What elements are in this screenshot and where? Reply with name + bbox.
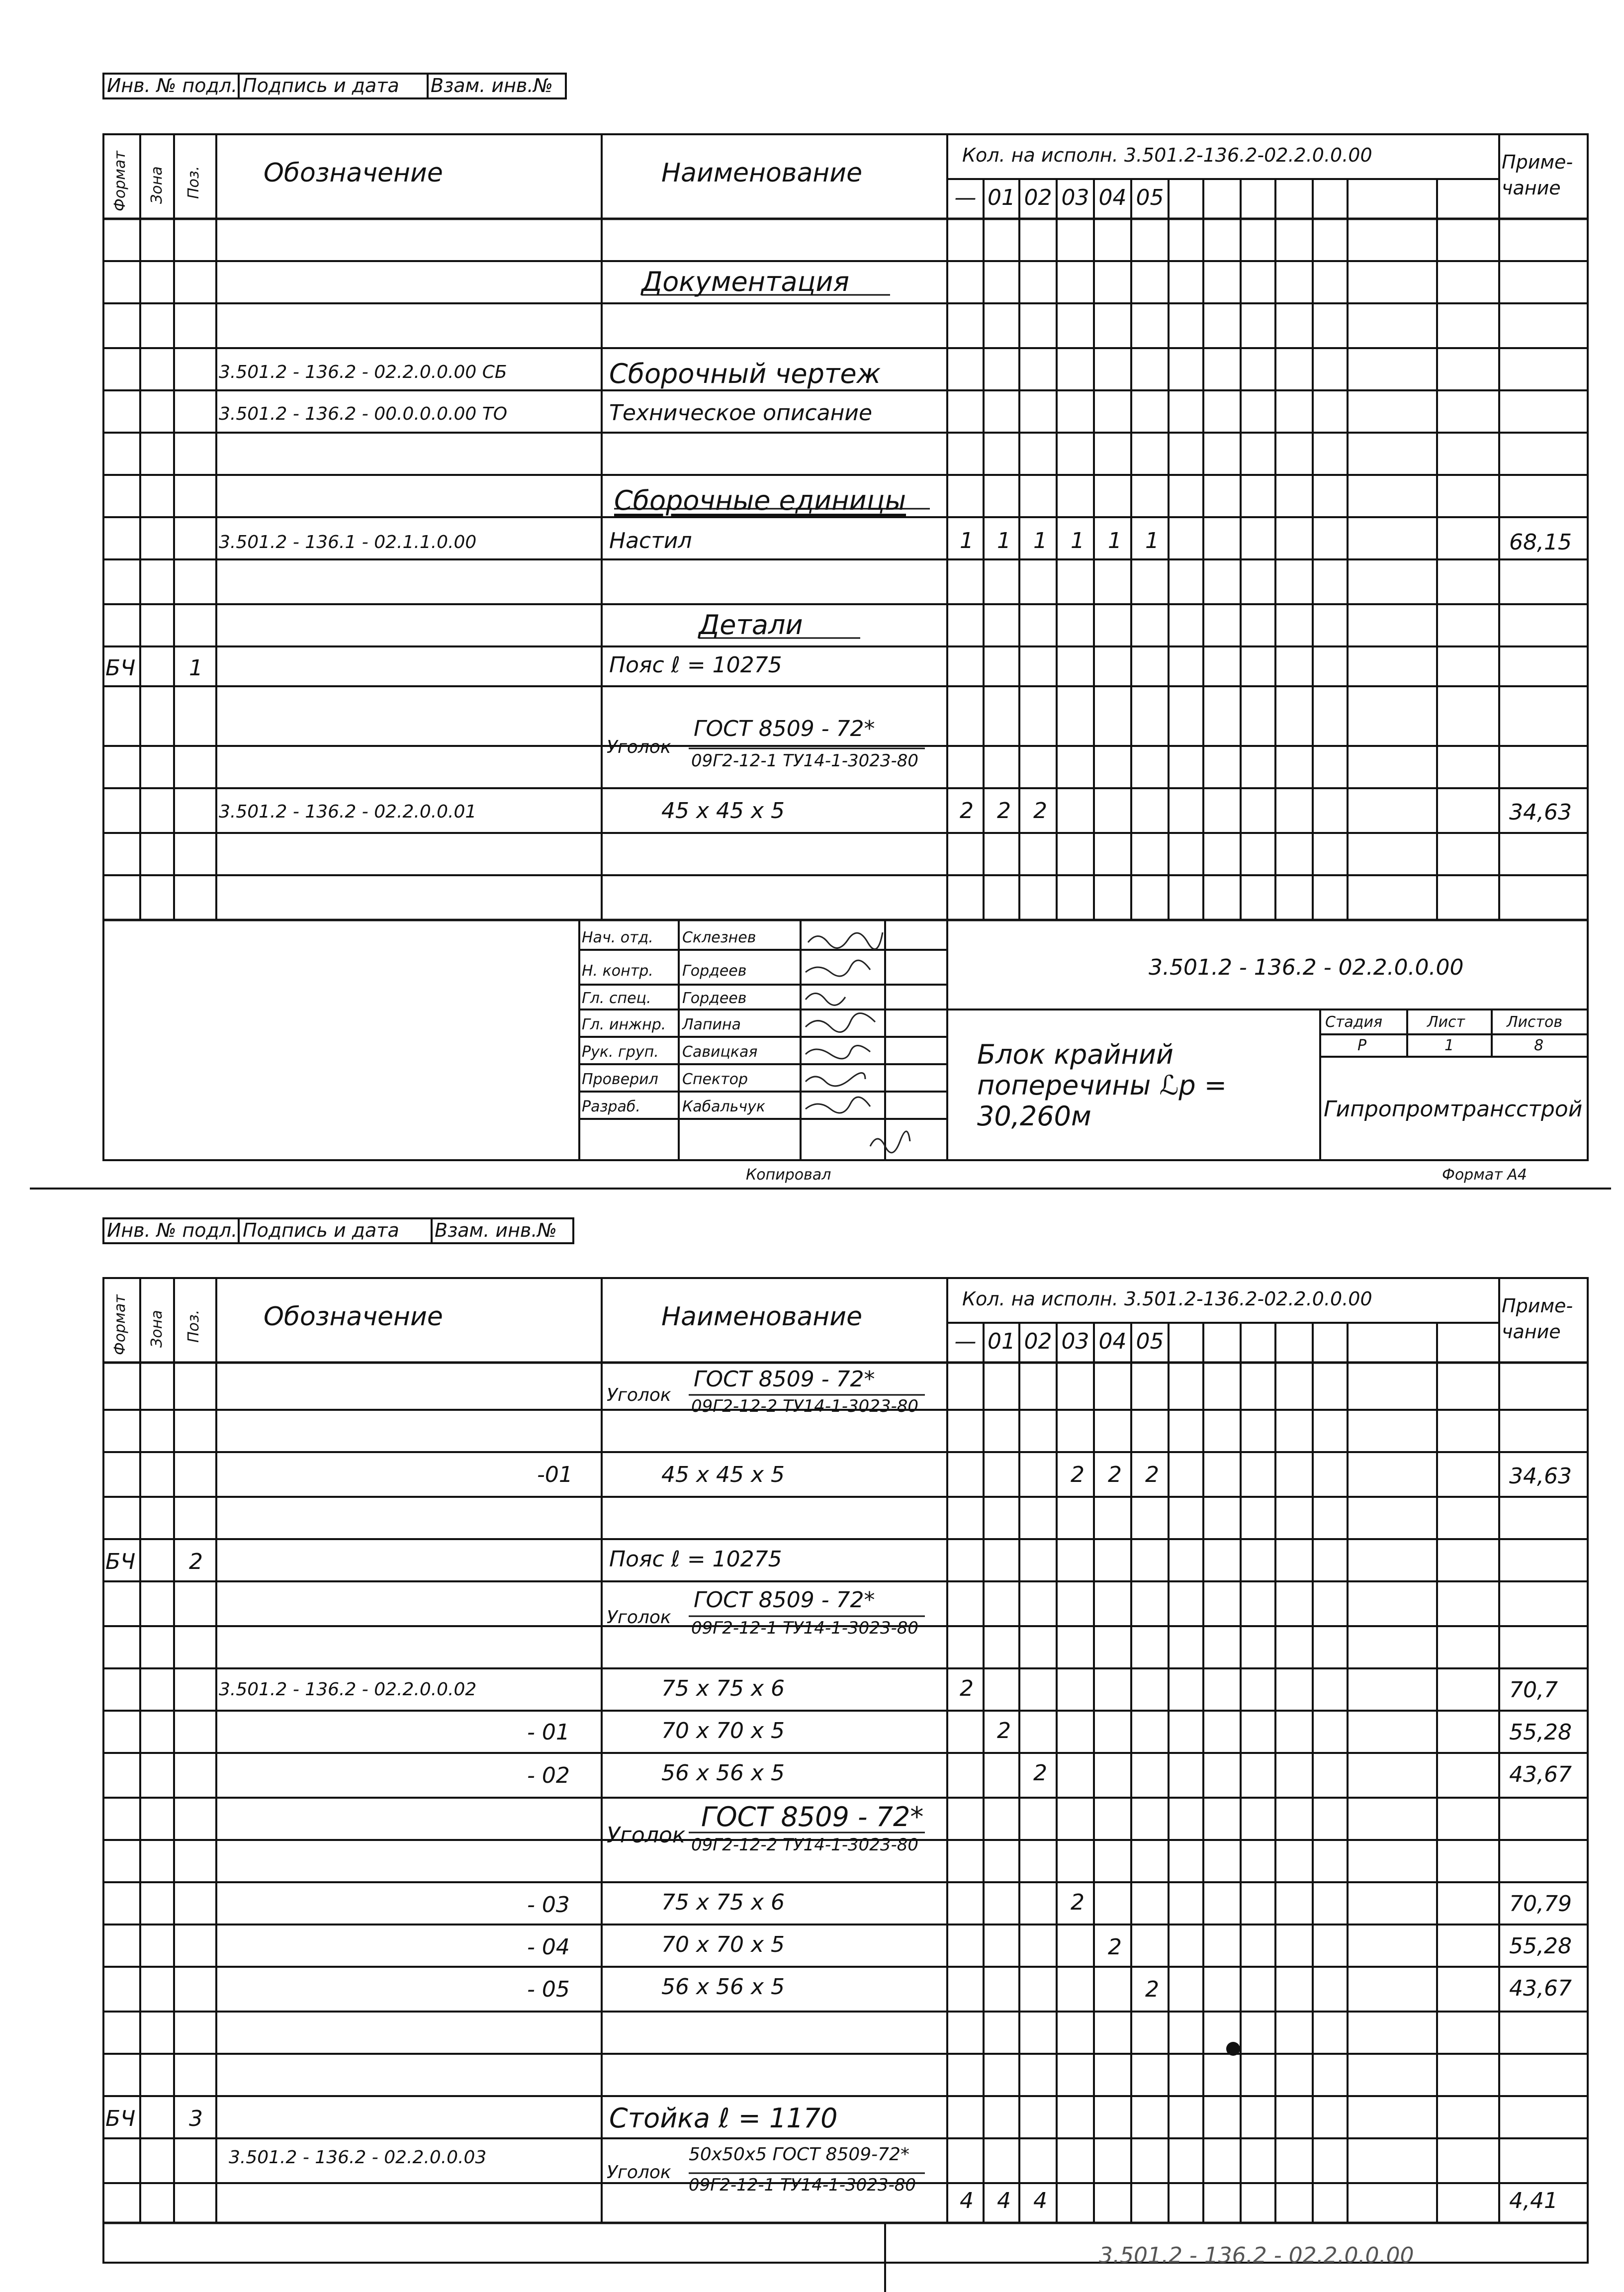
r03-size: 75 x 75 x 6: [661, 1890, 785, 1915]
r05-size: 56 x 56 x 5: [661, 1974, 785, 2000]
hdr-note: Приме-чание: [1502, 1295, 1573, 1343]
nastil-qty: 1: [997, 528, 1011, 553]
hdr-designation: Обозначение: [264, 158, 443, 188]
gost-bottom: 09Г2-12-2 ТУ14-1-3023-80: [691, 1396, 919, 1416]
qty-col: 02: [1024, 185, 1052, 210]
tb-name: Спектор: [682, 1071, 748, 1088]
r02a-code: - 01: [527, 1720, 570, 1745]
gost-top: ГОСТ 8509 - 72*: [694, 1587, 875, 1613]
r02-size: 75 x 75 x 6: [661, 1676, 785, 1701]
poyas-name: Пояс ℓ = 10275: [609, 652, 782, 678]
gost-top: ГОСТ 8509 - 72*: [694, 1367, 875, 1392]
nastil-qty: 1: [1145, 528, 1159, 553]
tb-name: Гордеев: [682, 962, 747, 980]
part01-size: 45 x 45 x 5: [661, 798, 785, 824]
tb-role: Проверил: [582, 1071, 658, 1088]
stoika-format: БЧ: [105, 2106, 136, 2131]
tb-role: Н. контр.: [582, 962, 653, 980]
stoika-qty: 4: [1033, 2188, 1047, 2213]
nastil-qty: 1: [1108, 528, 1122, 553]
asm-drawing-name: Сборочный чертеж: [609, 358, 881, 389]
r01-qty: 2: [1108, 1462, 1122, 1487]
tb-stage-h: Стадия: [1325, 1013, 1383, 1031]
ugolok-label: Уголок: [607, 2162, 671, 2183]
tb-sheets: 8: [1534, 1037, 1544, 1054]
stoika-qty: 4: [997, 2188, 1011, 2213]
poyas-pos: 2: [189, 1549, 203, 1574]
section-details: Детали: [699, 609, 803, 641]
r03-code: - 03: [527, 1892, 570, 1918]
tb-name: Лапина: [682, 1016, 741, 1033]
tb-role: Разраб.: [582, 1098, 640, 1115]
gost-bottom: 09Г2-12-1 ТУ14-1-3023-80: [691, 1618, 919, 1638]
gost-top: ГОСТ 8509 - 72*: [694, 716, 875, 741]
stamp-inv: Инв. № подл.: [107, 75, 238, 96]
hdr-zone: Зона: [148, 166, 166, 204]
hdr-format: Формат: [111, 1294, 129, 1355]
tech-desc-name: Техническое описание: [609, 400, 873, 426]
tb-copied: Копировал: [746, 1166, 831, 1184]
gost-bottom: 09Г2-12-1 ТУ14-1-3023-80: [689, 2175, 916, 2195]
tb-role: Рук. груп.: [582, 1043, 659, 1061]
tb-doc-code: 3.501.2 - 136.2 - 02.2.0.0.00: [1149, 955, 1464, 980]
qty-col: —: [954, 1329, 977, 1354]
section-asm-units: Сборочные единицы: [614, 485, 906, 516]
stoika-note: 4,41: [1509, 2188, 1558, 2213]
qty-col: —: [954, 185, 977, 210]
ugolok-label: Уголок: [607, 737, 671, 757]
gost-top: ГОСТ 8509 - 72*: [701, 1801, 924, 1833]
r05-qty: 2: [1145, 1977, 1159, 2002]
hdr-pos: Поз.: [185, 1309, 202, 1343]
r05-code: - 05: [527, 1977, 570, 2002]
section-documentation: Документация: [641, 266, 849, 297]
qty-col: 01: [988, 1329, 1015, 1354]
tb-sheets-h: Листов: [1507, 1013, 1563, 1031]
r01-qty: 2: [1145, 1462, 1159, 1487]
gost-bottom: 09Г2-12-1 ТУ14-1-3023-80: [691, 751, 919, 771]
nastil-code: 3.501.2 - 136.1 - 02.1.1.0.00: [219, 532, 477, 552]
qty-col: 03: [1061, 185, 1089, 210]
r04-size: 70 x 70 x 5: [661, 1932, 785, 1957]
hdr-name: Наименование: [661, 158, 863, 188]
stoika-qty: 4: [960, 2188, 974, 2213]
nastil-qty: 1: [1071, 528, 1084, 553]
r04-code: - 04: [527, 1934, 570, 1960]
r01-size: 45 x 45 x 5: [661, 1462, 785, 1487]
part01-code: 3.501.2 - 136.2 - 02.2.0.0.01: [219, 802, 477, 822]
ugolok-label: Уголок: [607, 1385, 671, 1405]
qty-col: 05: [1136, 1329, 1164, 1354]
stoika-pos: 3: [189, 2106, 203, 2131]
tb-role: Гл. инжнр.: [582, 1016, 666, 1033]
stamp-sign: Подпись и дата: [243, 75, 399, 96]
tb-role: Гл. спец.: [582, 990, 651, 1007]
tb-name: Гордеев: [682, 990, 747, 1007]
stamp-sign: Подпись и дата: [243, 1219, 399, 1241]
nastil-qty: 1: [960, 528, 974, 553]
hdr-qty-title: Кол. на исполн. 3.501.2-136.2-02.2.0.0.00: [962, 144, 1372, 166]
qty-col: 03: [1061, 1329, 1089, 1354]
poyas-name: Пояс ℓ = 10275: [609, 1547, 782, 1572]
qty-col: 04: [1098, 1329, 1127, 1354]
tech-desc-code: 3.501.2 - 136.2 - 00.0.0.0.00 ТО: [219, 404, 508, 424]
tb-title: Блок крайний поперечины ℒр = 30,260м: [977, 1039, 1227, 1132]
hdr-zone: Зона: [148, 1310, 166, 1348]
r05-note: 43,67: [1509, 1976, 1572, 2001]
ink-dot: [1226, 2042, 1240, 2056]
qty-col: 04: [1098, 185, 1127, 210]
r03-qty: 2: [1071, 1890, 1084, 1915]
hdr-designation: Обозначение: [264, 1302, 443, 1332]
qty-col: 05: [1136, 185, 1164, 210]
nastil-note: 68,15: [1509, 530, 1572, 555]
ugolok-label: Уголок: [607, 1823, 686, 1848]
r02a-size: 70 x 70 x 5: [661, 1718, 785, 1743]
tb-sheet: 1: [1444, 1037, 1454, 1054]
r02-note: 70,7: [1509, 1677, 1558, 1703]
r02b-code: - 02: [527, 1763, 570, 1788]
tb-role: Нач. отд.: [582, 929, 653, 946]
r02-qty: 2: [960, 1676, 974, 1701]
stoika-name: Стойка ℓ = 1170: [609, 2103, 838, 2134]
asm-drawing-code: 3.501.2 - 136.2 - 02.2.0.0.00 СБ: [219, 362, 507, 382]
tb-name: Кабальчук: [682, 1098, 766, 1115]
nastil-name: Настил: [609, 528, 692, 553]
r04-note: 55,28: [1509, 1933, 1572, 1959]
qty-col: 01: [988, 185, 1015, 210]
gost-bottom: 09Г2-12-2 ТУ14-1-3023-80: [691, 1835, 919, 1855]
r01-qty: 2: [1071, 1462, 1084, 1487]
poyas-format: БЧ: [105, 655, 136, 681]
r02b-note: 43,67: [1509, 1762, 1572, 1787]
hdr-pos: Поз.: [185, 166, 202, 199]
tb-org: Гипропромтрансстрой: [1324, 1097, 1583, 1122]
part01-note: 34,63: [1509, 800, 1572, 825]
qty-col: 02: [1024, 1329, 1052, 1354]
hdr-qty-title: Кол. на исполн. 3.501.2-136.2-02.2.0.0.00: [962, 1288, 1372, 1310]
stamp-vzam: Взам. инв.№: [435, 1219, 557, 1241]
stamp-vzam: Взам. инв.№: [431, 75, 553, 96]
ugolok-label: Уголок: [607, 1607, 671, 1628]
tb-format: Формат А4: [1442, 1166, 1527, 1184]
tb-name: Склезнев: [682, 929, 756, 946]
r02a-qty: 2: [997, 1718, 1011, 1743]
r01-code: -01: [537, 1462, 573, 1487]
tb-stage: Р: [1357, 1037, 1367, 1054]
nastil-qty: 1: [1033, 528, 1047, 553]
hdr-name: Наименование: [661, 1302, 863, 1332]
poyas-pos: 1: [189, 655, 203, 681]
r02b-qty: 2: [1033, 1760, 1047, 1786]
r02b-size: 56 x 56 x 5: [661, 1760, 785, 1786]
tb-sheet-h: Лист: [1427, 1013, 1465, 1031]
stamp-inv: Инв. № подл.: [107, 1219, 238, 1241]
stoika-code: 3.501.2 - 136.2 - 02.2.0.0.03: [229, 2147, 487, 2168]
r02a-note: 55,28: [1509, 1720, 1572, 1745]
r04-qty: 2: [1108, 1934, 1122, 1960]
hdr-note: Приме-чание: [1502, 151, 1573, 199]
r02-code: 3.501.2 - 136.2 - 02.2.0.0.02: [219, 1679, 477, 1700]
r01-note: 34,63: [1509, 1464, 1572, 1489]
part01-qty: 2: [1033, 798, 1047, 824]
gost-top: 50x50x5 ГОСТ 8509-72*: [689, 2144, 909, 2165]
poyas-format: БЧ: [105, 1549, 136, 1574]
qty-columns: [947, 185, 1171, 210]
part01-qty: 2: [997, 798, 1011, 824]
footer-doc-code: 3.501.2 - 136.2 - 02.2.0.0.00: [1099, 2243, 1414, 2268]
part01-qty: 2: [960, 798, 974, 824]
tb-name: Савицкая: [682, 1043, 758, 1061]
r03-note: 70,79: [1509, 1891, 1572, 1917]
qty-columns: [947, 1329, 1171, 1354]
hdr-format: Формат: [111, 151, 129, 211]
